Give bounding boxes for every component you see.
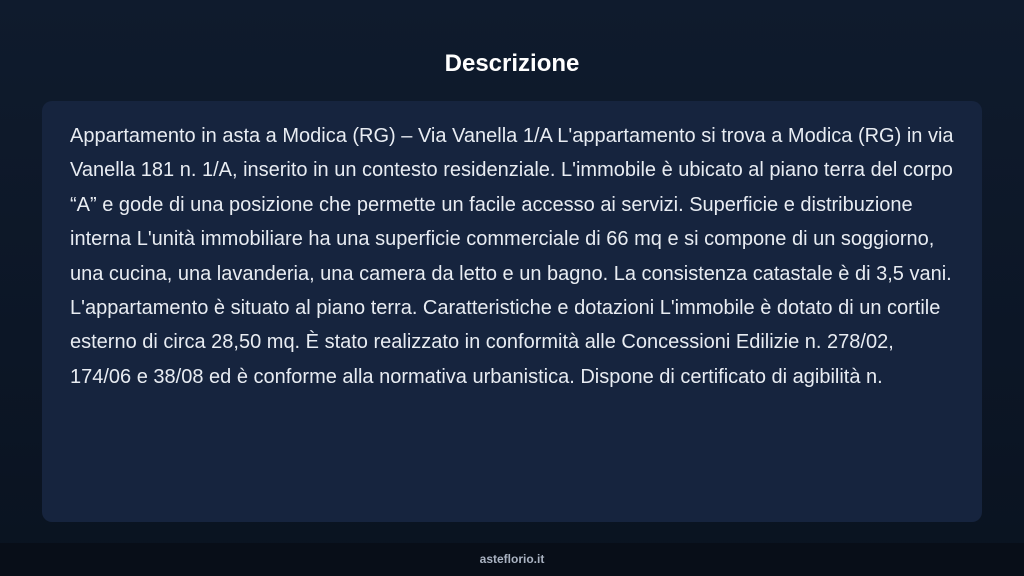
page-title: Descrizione [444,50,580,77]
description-card [42,101,982,522]
footer-bar [0,543,1024,576]
description-text: Appartamento in asta a Modica (RG) – Via Vanella 1/A L'appartamento si trova a Modica (RG) in via Vanella 181 n. 1/A, inserito in un contesto residenziale. L'immobile è ubicato al piano terra del corpo “A” e gode di una posizione che permette un facile accesso ai servizi. Superficie e distribuzione interna L'unità immobiliare ha una superficie commerciale di 66 mq e si compone di un soggiorno, una cucina, una lavanderia, una camera da letto e un bagno. La consistenza catastale è di 3,5 vani. L'appartamento è situato al piano terra. Caratteristiche e dotazioni L'immobile è dotato di un cortile esterno di circa 28,50 mq. È stato realizzato in conformità alle Concessioni Edilizie n. 278/02, 174/06 e 38/08 ed è conforme alla normativa urbanistica. Dispone di certificato di agibilità n. [70,125,954,388]
footer-site-link[interactable]: asteflorio.it [479,552,545,566]
